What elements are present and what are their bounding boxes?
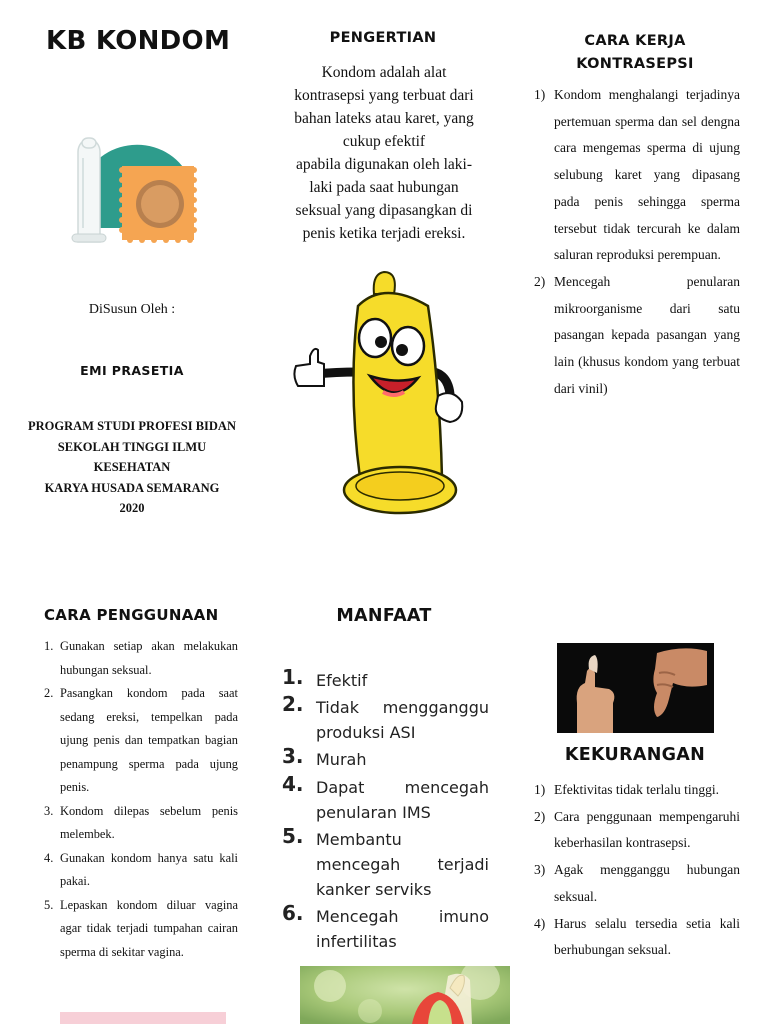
list-item [282, 900, 489, 954]
institution-line: SEKOLAH TINGGI ILMU [57, 439, 207, 454]
list-text: Gunakan kondom hanya satu kali pakai. [60, 850, 238, 888]
list-text: Agak mengganggu hubungan seksual. [554, 862, 740, 904]
condom-photo [300, 966, 510, 1024]
list-number: 4. [282, 771, 304, 796]
list-number: 3. [282, 744, 304, 769]
list-text: Membantu mencegah terjadi kanker serviks [316, 829, 489, 899]
list-number: 2) [534, 273, 546, 289]
text-line: cukup efektif [342, 133, 426, 150]
list-item [282, 744, 489, 772]
list-number: 1. [44, 639, 54, 653]
list-number: 1) [534, 87, 546, 102]
cara-kerja-list [534, 82, 740, 402]
list-item [42, 682, 238, 800]
list-number: 5. [282, 823, 304, 848]
cara-penggunaan-list [42, 635, 238, 964]
list-number: 3. [44, 803, 54, 818]
list-item [282, 692, 489, 745]
heading-line: KONTRASEPSI [576, 56, 694, 72]
list-item [42, 847, 238, 894]
brochure-title: KB KONDOM [46, 26, 231, 56]
list-item [534, 857, 740, 910]
list-item [534, 82, 740, 269]
list-text: Kondom menghalangi terjadinya pertemuan sperma dan sel dengna cara mengemas sperma di ujung selubung karet yang dipasang pada penis sehingga sperma tersebut tidak tercurah ke dalam saluran reproduksi perempuan. [554, 87, 740, 263]
institution-line: KESEHATAN [93, 460, 171, 474]
list-text: Kondom dilepas sebelum penis melembek. [60, 803, 238, 841]
list-number: 3) [534, 862, 546, 878]
list-number: 2. [282, 692, 304, 717]
author-name: EMI PRASETIA [80, 363, 184, 378]
heading-line: CARA KERJA [584, 33, 686, 49]
list-text: Harus selalu tersedia setia kali berhubungan seksual. [554, 915, 740, 958]
list-number: 4. [44, 850, 54, 865]
list-number: 4) [534, 915, 546, 931]
pink-image-edge [60, 1012, 226, 1024]
pengertian-heading: PENGERTIAN [329, 30, 437, 46]
list-text: Mencegah penularan mikroorganisme dari satu pasangan kepada pasangan yang lain (khusus kondom yang terbuat dari vinil) [554, 273, 740, 396]
list-text: Dapat mencegah penularan IMS [316, 777, 489, 822]
thumbs-photo [557, 643, 714, 733]
list-text: Efektivitas tidak terlalu tinggi. [554, 782, 719, 797]
list-text: Mencegah imuno infertilitas [316, 906, 489, 951]
text-line: penis ketika terjadi ereksi. [302, 225, 466, 242]
cara-kerja-heading [535, 30, 735, 76]
kekurangan-heading: KEKURANGAN [564, 745, 706, 765]
text-line: seksual yang dipasangkan di [295, 202, 473, 219]
list-item [42, 800, 238, 847]
list-item [282, 665, 489, 693]
list-number: 1. [282, 665, 304, 689]
manfaat-list [282, 665, 489, 956]
text-line: kontrasepsi yang terbuat dari [294, 87, 474, 104]
text-line: apabila digunakan oleh laki- [295, 156, 473, 173]
condom-package-icon [64, 118, 200, 246]
list-item [534, 911, 740, 964]
text-line: bahan lateks atau karet, yang [294, 110, 474, 127]
list-number: 5. [44, 897, 54, 912]
list-number: 2. [44, 686, 54, 700]
institution-line: PROGRAM STUDI PROFESI BIDAN [27, 419, 236, 433]
text-line: Kondom adalah alat [321, 64, 447, 81]
cara-penggunaan-heading: CARA PENGGUNAAN [44, 606, 219, 624]
institution-block [22, 416, 242, 519]
pengertian-text [270, 61, 498, 245]
list-number: 6. [282, 900, 304, 925]
institution-line: KARYA HUSADA SEMARANG [44, 480, 220, 495]
manfaat-heading: MANFAAT [336, 606, 432, 626]
list-text: Cara penggunaan mempengaruhi keberhasilan kontrasepsi. [554, 808, 740, 851]
list-text: Tidak mengganggu produksi ASI [316, 698, 489, 743]
list-text: Murah [316, 750, 367, 770]
list-item [534, 777, 740, 804]
list-item [282, 823, 489, 902]
list-item [534, 804, 740, 857]
condom-mascot [288, 268, 470, 520]
prepared-by-label: DiSusun Oleh : [88, 302, 176, 317]
list-number: 2) [534, 808, 546, 824]
list-item [42, 635, 238, 682]
list-text: Efektif [316, 671, 368, 690]
text-line: laki pada saat hubungan [309, 179, 459, 196]
list-text: Lepaskan kondom diluar vagina agar tidak terjadi tumpahan cairan sperma di sekitar vagina. [60, 897, 238, 959]
list-item [42, 894, 238, 965]
list-item [534, 269, 740, 403]
list-text: Gunakan setiap akan melakukan hubungan seksual. [60, 639, 238, 677]
institution-line: 2020 [119, 501, 145, 515]
kekurangan-list [534, 777, 740, 964]
list-text: Pasangkan kondom pada saat sedang ereksi, tempelkan pada ujung penis dan tempatkan bagian penampung sperma pada ujung penis. [60, 686, 238, 794]
list-number: 1) [534, 782, 546, 797]
list-item [282, 771, 489, 825]
